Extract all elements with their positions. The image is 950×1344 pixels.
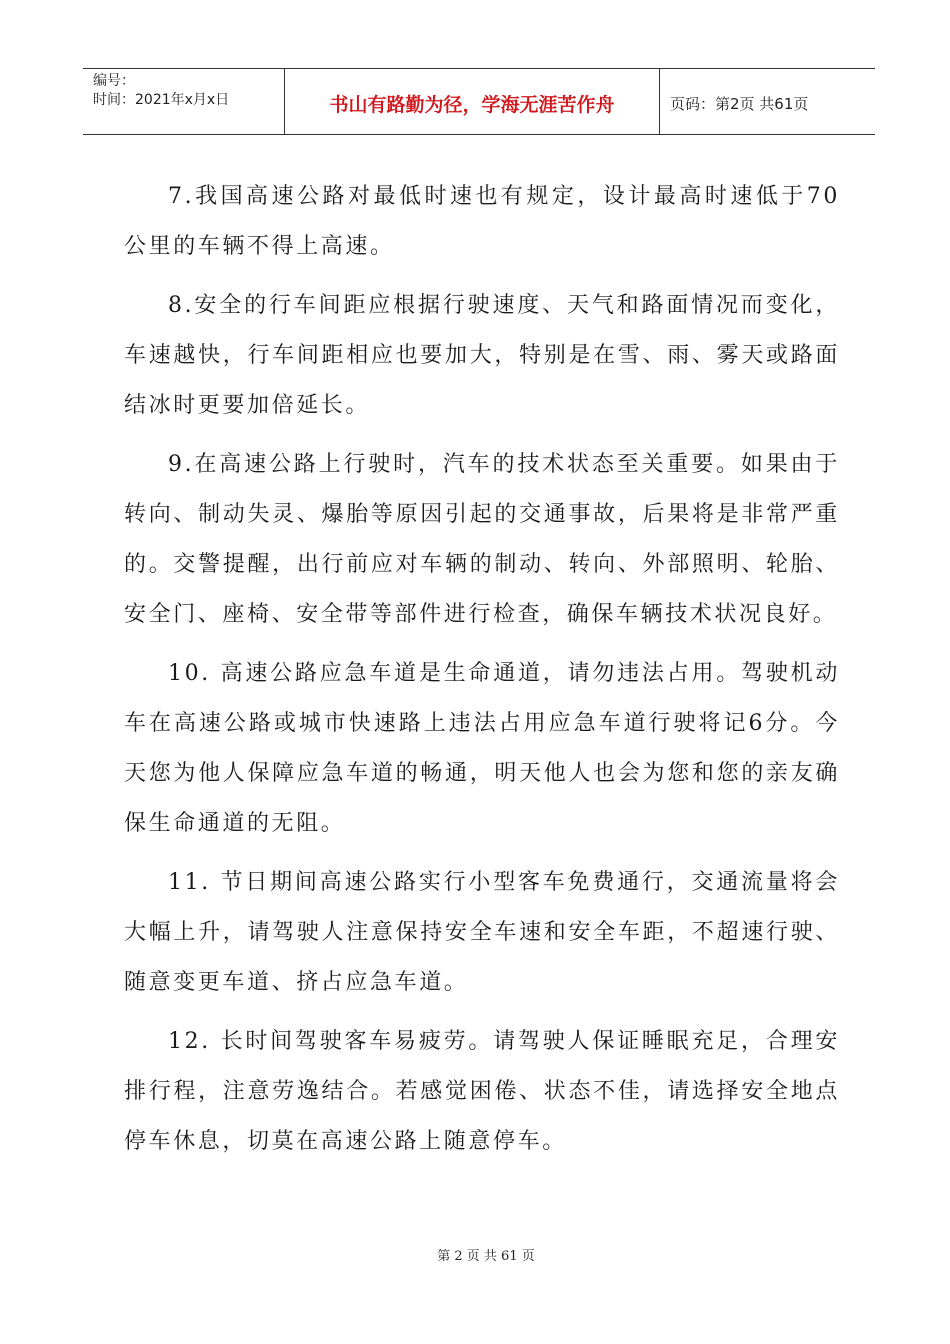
paragraph-8: 8.安全的行车间距应根据行驶速度、天气和路面情况而变化，车速越快，行车间距相应也要加大，特别是在雪、雨、雾天或路面结冰时更要加倍延长。 [124, 293, 840, 418]
paragraph-10: 10. 高速公路应急车道是生命通道，请勿违法占用。驾驶机动车在高速公路或城市快速路上违法占用应急车道行驶将记6分。今天您为他人保障应急车道的畅通，明天他人也会为您和您的亲友确保生命通道的无阻。 [124, 661, 840, 836]
header-motto: 书山有路勤为径，学海无涯苦作舟 [285, 69, 660, 134]
document-number-label: 编号： [93, 73, 135, 89]
header-page-code: 页码：第2页 共61页 [670, 95, 809, 113]
document-date: 时间：2021年x月x日 [93, 92, 230, 108]
paragraph-7: 7.我国高速公路对最低时速也有规定，设计最高时速低于70公里的车辆不得上高速。 [124, 184, 840, 259]
paragraph-12: 12. 长时间驾驶客车易疲劳。请驾驶人保证睡眠充足，合理安排行程，注意劳逸结合。若感觉困倦、状态不佳，请选择安全地点停车休息，切莫在高速公路上随意停车。 [124, 1029, 840, 1154]
document-body [124, 172, 840, 1176]
paragraph-9: 9.在高速公路上行驶时，汽车的技术状态至关重要。如果由于转向、制动失灵、爆胎等原因引起的交通事故，后果将是非常严重的。交警提醒，出行前应对车辆的制动、转向、外部照明、轮胎、安全门、座椅、安全带等部件进行检查，确保车辆技术状况良好。 [124, 452, 840, 627]
page-header [83, 68, 875, 135]
page-footer: 第 2 页 共 61 页 [437, 1249, 535, 1264]
header-meta [83, 69, 285, 134]
paragraph-11: 11. 节日期间高速公路实行小型客车免费通行，交通流量将会大幅上升，请驾驶人注意保持安全车速和安全车距，不超速行驶、随意变更车道、挤占应急车道。 [124, 870, 840, 995]
